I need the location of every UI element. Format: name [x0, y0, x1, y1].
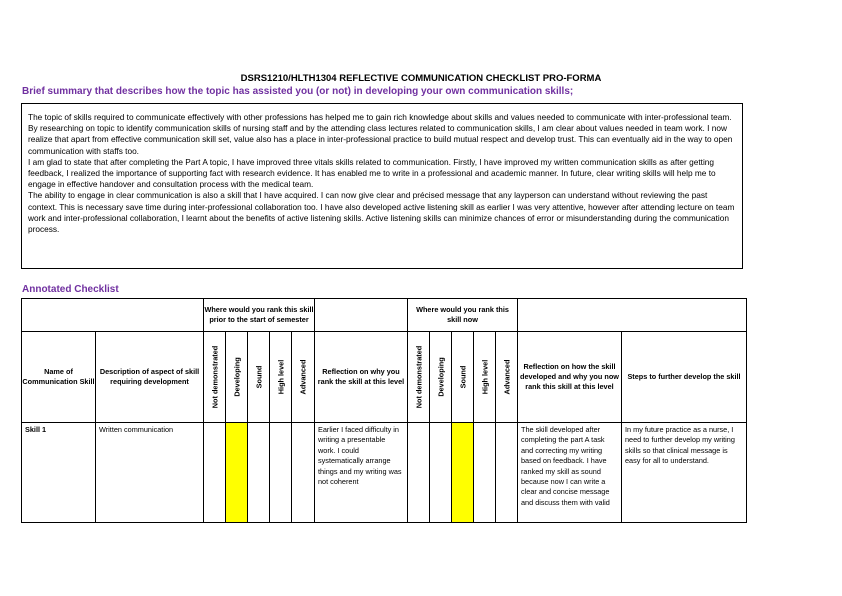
level-header-high-level: High level [474, 332, 496, 423]
header-blank [22, 299, 204, 332]
header-blank [315, 299, 408, 332]
level-header-sound: Sound [452, 332, 474, 423]
page-title: DSRS1210/HLTH1304 REFLECTIVE COMMUNICATION CHECKLIST PRO-FORMA [240, 73, 602, 84]
col-header-name: Name of Communication Skill [22, 332, 96, 423]
rank-cell-now-advanced [496, 423, 518, 523]
level-header-advanced: Advanced [496, 332, 518, 423]
checklist-heading: Annotated Checklist [22, 284, 119, 295]
reflection-now: The skill developed after completing the part A task and correcting my writing based on feedback. I have ranked my skill as sound because now I can write a clear and concise message and discuss them with valid [518, 423, 622, 523]
summary-paragraph: I am glad to state that after completing the Part A topic, I have improved three vitals skills related to communication. Firstly, I have improved my written communication skills as after getting feedback, I realized the importance of supporting fact with research evidence. It has enabled me to write in a professional and academic manner. In future, clear writing skills will help me to engage in effective handover and consultation process with the medical team. [28, 156, 716, 190]
summary-heading: Brief summary that describes how the topic has assisted you (or not) in developing your own communication skills; [22, 86, 574, 97]
level-header-developing: Developing [226, 332, 248, 423]
summary-box [21, 103, 743, 269]
checklist-table [21, 298, 747, 523]
summary-paragraph: The ability to engage in clear communication is also a skill that I have acquired. I can now give clear and précised message that any layperson can understand without reviewing the past context. This is necessary save time during inter-professional collaboration too. I have also developed active listening skill as earlier I was very attentive, however after attending lecture on team work and inter-professional collaboration, I learnt about the benefits of active listening skills. Active listening skills can minimize chances of error or misunderstanding during the communication process. [28, 190, 735, 235]
col-header-description: Description of aspect of skill requiring development [96, 332, 204, 423]
level-header-developing: Developing [430, 332, 452, 423]
rank-cell-now-high-level [474, 423, 496, 523]
group-header-now: Where would you rank this skill now [408, 299, 518, 332]
level-header-not-demonstrated: Not demonstrated [408, 332, 430, 423]
level-header-not-demonstrated: Not demonstrated [204, 332, 226, 423]
level-header-sound: Sound [248, 332, 270, 423]
further-steps: In my future practice as a nurse, I need to further develop my writing skills so that clinical message is easy for all to understand. [622, 423, 747, 523]
skill-name: Skill 1 [22, 423, 96, 523]
rank-cell-prior-high-level [270, 423, 292, 523]
table-row [22, 423, 747, 523]
rank-cell-prior-developing [226, 423, 248, 523]
rank-cell-prior-advanced [292, 423, 315, 523]
col-header-steps: Steps to further develop the skill [622, 332, 747, 423]
group-header-prior: Where would you rank this skill prior to the start of semester [204, 299, 315, 332]
rank-cell-now-sound [452, 423, 474, 523]
summary-paragraph: The topic of skills required to communicate effectively with other professions has helped me to gain rich knowledge about skills and values needed to communicate with inter-professional team. By researching on topic to identify communication skills of nursing staff and by the attending class lectures related to communication skills, I am clear about values needed in team work. I now realize that apart from effective communication skill set, value also has a place in inter-professional practice to build mutual respect and develop trust. This can eventually aid in the way to open communication with staffs too. [28, 112, 733, 156]
col-header-reflection-prior: Reflection on why you rank the skill at this level [315, 332, 408, 423]
rank-cell-now-developing [430, 423, 452, 523]
level-header-advanced: Advanced [292, 332, 315, 423]
col-header-reflection-now: Reflection on how the skill developed and why you now rank this skill at this level [518, 332, 622, 423]
rank-cell-prior-not-demonstrated [204, 423, 226, 523]
header-blank [518, 299, 747, 332]
level-header-high-level: High level [270, 332, 292, 423]
skill-description: Written communication [96, 423, 204, 523]
reflection-prior: Earlier I faced difficulty in writing a presentable work. I could systematically arrange things and my writing was not coherent [315, 423, 408, 523]
rank-cell-prior-sound [248, 423, 270, 523]
rank-cell-now-not-demonstrated [408, 423, 430, 523]
